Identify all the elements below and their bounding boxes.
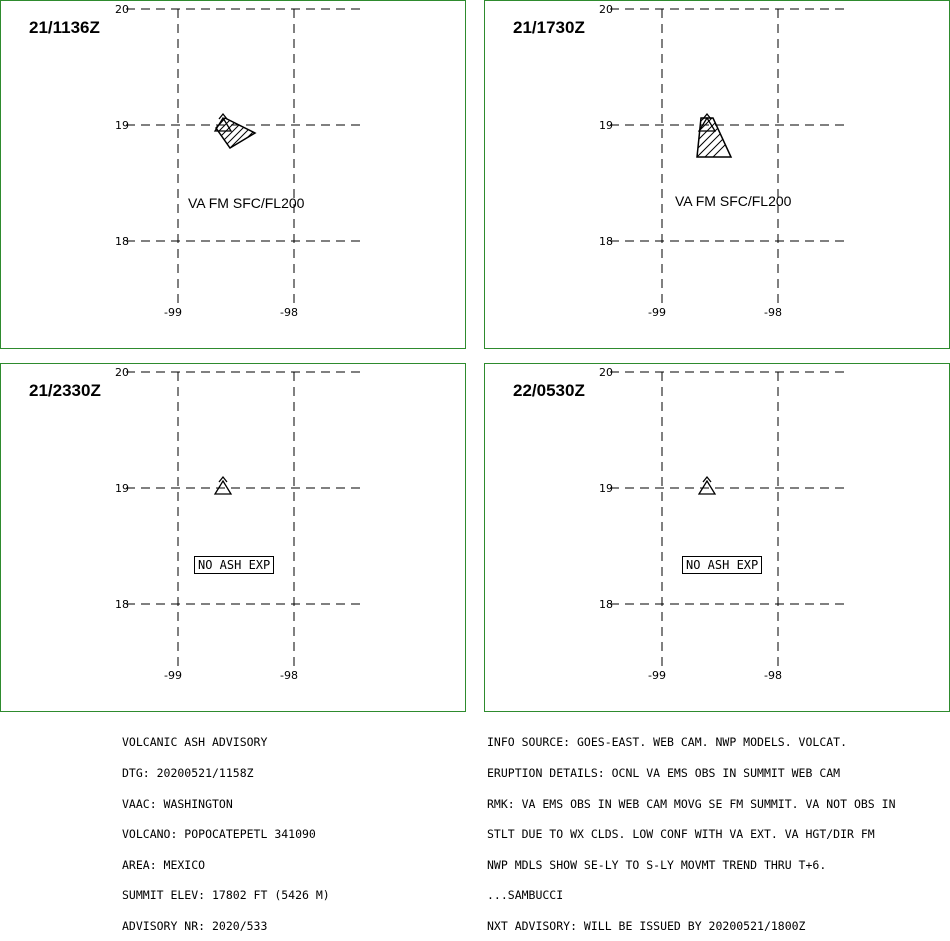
va-height-label: VA FM SFC/FL200 (188, 195, 305, 211)
lat-label-19: 19 (115, 482, 129, 495)
map-grid-3 (1, 364, 467, 713)
panel-time: 21/1730Z (513, 18, 585, 37)
advisory-line: STLT DUE TO WX CLDS. LOW CONF WITH VA EXT. VA HGT/DIR FM (487, 827, 875, 842)
advisory-line: VOLCANO: POPOCATEPETL 341090 (122, 827, 316, 842)
lon-label-98: -98 (764, 669, 782, 682)
lat-label-20: 20 (599, 3, 613, 16)
panel-time: 22/0530Z (513, 381, 585, 400)
advisory-line: RMK: VA EMS OBS IN WEB CAM MOVG SE FM SUMMIT. VA NOT OBS IN (487, 796, 896, 811)
lon-label-98: -98 (764, 306, 782, 319)
ash-cloud-polygon-1 (199, 111, 274, 151)
advisory-line: NWP MDLS SHOW SE-LY TO S-LY MOVMT TREND THRU T+6. (487, 857, 827, 872)
lon-label-99: -99 (164, 669, 182, 682)
advisory-line: INFO SOURCE: GOES-EAST. WEB CAM. NWP MODELS. VOLCAT. (487, 735, 848, 750)
advisory-line: SUMMIT ELEV: 17802 FT (5426 M) (122, 888, 330, 903)
lat-label-20: 20 (599, 366, 613, 379)
lat-label-18: 18 (115, 235, 129, 248)
va-height-label: VA FM SFC/FL200 (675, 193, 792, 209)
lon-label-99: -99 (648, 306, 666, 319)
panel-time: 21/2330Z (29, 381, 101, 400)
lat-label-20: 20 (115, 3, 129, 16)
map-grid-2 (485, 1, 950, 350)
lat-label-19: 19 (599, 482, 613, 495)
no-ash-expected-box: NO ASH EXP (194, 556, 274, 574)
advisory-line: ...SAMBUCCI (487, 888, 564, 903)
advisory-line: ADVISORY NR: 2020/533 (122, 918, 268, 933)
panel-time: 21/1136Z (29, 18, 100, 37)
lat-label-19: 19 (115, 119, 129, 132)
advisory-line: AREA: MEXICO (122, 857, 206, 872)
lon-label-98: -98 (280, 306, 298, 319)
lon-label-98: -98 (280, 669, 298, 682)
advisory-line: VOLCANIC ASH ADVISORY (122, 735, 268, 750)
advisory-details-block (487, 717, 896, 941)
lon-label-99: -99 (164, 306, 182, 319)
advisory-header-block (122, 717, 330, 941)
lat-label-20: 20 (115, 366, 129, 379)
panel-1 (0, 0, 466, 349)
advisory-line: NXT ADVISORY: WILL BE ISSUED BY 20200521/1800Z (487, 918, 806, 933)
volcano-icon (215, 477, 231, 494)
lat-label-19: 19 (599, 119, 613, 132)
panel-4 (484, 363, 950, 712)
advisory-line: DTG: 20200521/1158Z (122, 766, 254, 780)
map-grid-1 (1, 1, 467, 350)
panel-2 (484, 0, 950, 349)
lat-label-18: 18 (599, 598, 613, 611)
lon-label-99: -99 (648, 669, 666, 682)
lat-label-18: 18 (115, 598, 129, 611)
advisory-line: VAAC: WASHINGTON (122, 796, 233, 811)
lat-label-18: 18 (599, 235, 613, 248)
no-ash-expected-box: NO ASH EXP (682, 556, 762, 574)
map-grid-4 (485, 364, 950, 713)
panel-3 (0, 363, 466, 712)
advisory-line: ERUPTION DETAILS: OCNL VA EMS OBS IN SUMMIT WEB CAM (487, 766, 841, 780)
volcano-icon (699, 477, 715, 494)
